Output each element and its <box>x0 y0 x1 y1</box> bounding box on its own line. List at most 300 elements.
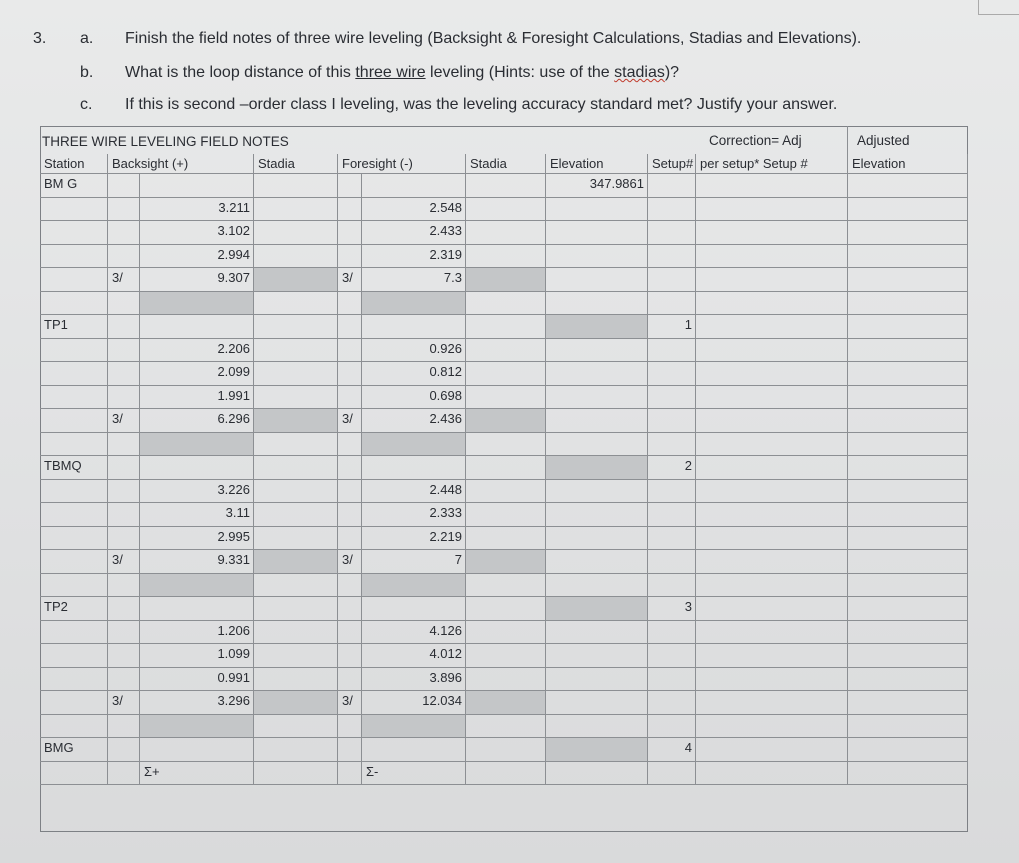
question-c-text: If this is second –order class I leveling, was the leveling accuracy standard met? Justify your answer. <box>125 96 838 113</box>
elevation-cell <box>546 644 648 668</box>
station-name: TBMQ <box>40 456 108 480</box>
empty-cell <box>108 456 140 480</box>
empty-cell <box>546 292 648 316</box>
empty-cell <box>696 715 848 739</box>
empty-cell <box>338 715 362 739</box>
foresight-sum: 2.436 <box>362 409 466 433</box>
empty-cell <box>338 339 362 363</box>
empty-cell <box>108 597 140 621</box>
correction-cell <box>696 339 848 363</box>
stadia-cell <box>254 644 338 668</box>
empty-cell <box>466 738 546 762</box>
empty-cell <box>40 480 108 504</box>
empty-cell <box>40 503 108 527</box>
empty-cell <box>466 456 546 480</box>
empty-cell <box>338 597 362 621</box>
backsight-average-cell <box>140 574 254 598</box>
empty-cell <box>648 409 696 433</box>
foresight-reading: 2.319 <box>362 245 466 269</box>
empty-cell <box>108 503 140 527</box>
empty-cell <box>466 292 546 316</box>
empty-cell <box>140 456 254 480</box>
empty-cell <box>848 597 968 621</box>
adjusted-cell <box>848 386 968 410</box>
foresight-reading: 2.433 <box>362 221 466 245</box>
empty-cell <box>546 691 648 715</box>
empty-cell <box>108 386 140 410</box>
foresight-reading: 4.012 <box>362 644 466 668</box>
setup-cell <box>648 503 696 527</box>
empty-cell <box>848 174 968 198</box>
empty-cell <box>362 456 466 480</box>
stadia-sum-cell <box>466 268 546 292</box>
empty-cell <box>546 715 648 739</box>
empty-cell <box>648 433 696 457</box>
empty-cell <box>338 315 362 339</box>
empty-cell <box>254 292 338 316</box>
empty-cell <box>338 621 362 645</box>
question-a-letter: a. <box>80 30 94 47</box>
empty-cell <box>140 174 254 198</box>
adjusted-cell <box>848 668 968 692</box>
empty-cell <box>254 456 338 480</box>
empty-cell <box>338 644 362 668</box>
stadia-cell <box>254 245 338 269</box>
empty-cell <box>648 292 696 316</box>
setup-cell <box>648 668 696 692</box>
empty-cell <box>338 480 362 504</box>
stadia-cell <box>466 362 546 386</box>
adjusted-cell <box>848 245 968 269</box>
empty-cell <box>338 503 362 527</box>
stadia-sum-cell <box>254 268 338 292</box>
adjusted-header-1: Adjusted <box>857 133 910 148</box>
foresight-reading: 0.926 <box>362 339 466 363</box>
empty-cell <box>40 621 108 645</box>
empty-cell <box>848 268 968 292</box>
foresight-reading: 2.448 <box>362 480 466 504</box>
empty-cell <box>362 738 466 762</box>
empty-cell <box>40 433 108 457</box>
backsight-sum: 3.296 <box>140 691 254 715</box>
stadia-cell <box>254 480 338 504</box>
col-header-foresight: Foresight (-) <box>338 154 466 174</box>
backsight-sum: 9.307 <box>140 268 254 292</box>
empty-cell <box>696 433 848 457</box>
stadia-cell <box>254 621 338 645</box>
elevation-cell <box>546 362 648 386</box>
empty-cell <box>108 480 140 504</box>
stadia-sum-cell <box>466 409 546 433</box>
empty-cell <box>848 550 968 574</box>
foresight-reading: 3.896 <box>362 668 466 692</box>
foresight-average-cell <box>362 574 466 598</box>
correction-cell <box>696 362 848 386</box>
stadia-cell <box>254 221 338 245</box>
empty-cell <box>338 738 362 762</box>
stadia-cell <box>254 386 338 410</box>
correction-cell <box>696 386 848 410</box>
correction-cell <box>696 503 848 527</box>
empty-cell <box>40 691 108 715</box>
empty-cell <box>40 198 108 222</box>
empty-cell <box>546 574 648 598</box>
question-b-letter: b. <box>80 64 94 81</box>
elevation-cell <box>546 527 648 551</box>
empty-cell <box>466 174 546 198</box>
elevation-cell <box>546 198 648 222</box>
empty-cell <box>696 762 848 786</box>
elevation-cell <box>546 221 648 245</box>
stadia-cell <box>254 527 338 551</box>
backsight-reading: 0.991 <box>140 668 254 692</box>
empty-cell <box>338 174 362 198</box>
elevation-cell <box>546 339 648 363</box>
empty-cell <box>696 456 848 480</box>
backsight-average-cell <box>140 433 254 457</box>
backsight-reading: 2.206 <box>140 339 254 363</box>
setup-cell <box>648 527 696 551</box>
backsight-reading: 1.206 <box>140 621 254 645</box>
question-b-mid: leveling (Hints: use of the <box>425 64 615 81</box>
elevation-cell <box>546 621 648 645</box>
setup-cell <box>648 621 696 645</box>
empty-cell <box>848 433 968 457</box>
backsight-reading: 2.099 <box>140 362 254 386</box>
elevation-answer-cell <box>546 597 648 621</box>
empty-cell <box>108 362 140 386</box>
empty-cell <box>108 527 140 551</box>
empty-cell <box>108 738 140 762</box>
empty-cell <box>696 409 848 433</box>
empty-cell <box>466 574 546 598</box>
setup-number: 2 <box>648 456 696 480</box>
foresight-average-label: 3/ <box>338 550 362 574</box>
stadia-cell <box>466 480 546 504</box>
adjusted-cell <box>848 644 968 668</box>
backsight-reading: 1.099 <box>140 644 254 668</box>
foresight-average-cell <box>362 433 466 457</box>
empty-cell <box>254 433 338 457</box>
empty-cell <box>140 738 254 762</box>
elevation-cell <box>546 386 648 410</box>
foresight-sum: 7.3 <box>362 268 466 292</box>
empty-cell <box>466 715 546 739</box>
stadia-cell <box>466 621 546 645</box>
empty-cell <box>546 762 648 786</box>
empty-cell <box>696 174 848 198</box>
empty-cell <box>254 597 338 621</box>
correction-cell <box>696 621 848 645</box>
empty-cell <box>108 339 140 363</box>
col-header-stadia-1: Stadia <box>254 154 338 174</box>
backsight-average-label: 3/ <box>108 691 140 715</box>
foresight-reading: 2.548 <box>362 198 466 222</box>
stadia-cell <box>466 198 546 222</box>
station-name: TP1 <box>40 315 108 339</box>
stadia-cell <box>466 527 546 551</box>
empty-cell <box>696 597 848 621</box>
empty-cell <box>848 456 968 480</box>
empty-cell <box>696 315 848 339</box>
empty-cell <box>648 762 696 786</box>
empty-cell <box>648 268 696 292</box>
backsight-average-label: 3/ <box>108 268 140 292</box>
col-header-setup: Setup# <box>648 154 696 174</box>
empty-cell <box>648 550 696 574</box>
empty-cell <box>848 292 968 316</box>
stadia-sum-cell <box>254 550 338 574</box>
empty-cell <box>254 174 338 198</box>
table-title: THREE WIRE LEVELING FIELD NOTES <box>42 134 289 149</box>
stadia-sum-cell <box>254 691 338 715</box>
empty-cell <box>108 644 140 668</box>
empty-cell <box>648 691 696 715</box>
stadia-sum-cell <box>466 691 546 715</box>
empty-cell <box>648 574 696 598</box>
empty-cell <box>108 574 140 598</box>
stadia-cell <box>466 245 546 269</box>
empty-cell <box>848 315 968 339</box>
empty-cell <box>338 386 362 410</box>
backsight-reading: 1.991 <box>140 386 254 410</box>
empty-cell <box>546 268 648 292</box>
foresight-average-cell <box>362 292 466 316</box>
empty-cell <box>338 198 362 222</box>
stadia-sum-cell <box>254 409 338 433</box>
empty-cell <box>40 362 108 386</box>
col-header-correction: per setup* Setup # <box>696 154 848 174</box>
setup-cell <box>648 245 696 269</box>
setup-cell <box>648 386 696 410</box>
sum-plus-label: Σ+ <box>140 762 254 786</box>
elevation-answer-cell <box>546 456 648 480</box>
foresight-average-label: 3/ <box>338 268 362 292</box>
empty-cell <box>338 433 362 457</box>
question-b-stadias: stadias <box>614 64 665 81</box>
empty-cell <box>108 315 140 339</box>
empty-cell <box>40 668 108 692</box>
empty-cell <box>254 315 338 339</box>
col-header-station: Station <box>40 154 108 174</box>
empty-cell <box>40 574 108 598</box>
empty-cell <box>648 715 696 739</box>
setup-number: 4 <box>648 738 696 762</box>
empty-cell <box>338 762 362 786</box>
correction-cell <box>696 245 848 269</box>
backsight-reading: 2.994 <box>140 245 254 269</box>
stadia-cell <box>254 339 338 363</box>
empty-cell <box>140 315 254 339</box>
empty-cell <box>254 738 338 762</box>
empty-cell <box>40 762 108 786</box>
question-a-text: Finish the field notes of three wire leveling (Backsight & Foresight Calculations, Stadias and Elevations). <box>125 30 862 47</box>
empty-cell <box>696 292 848 316</box>
question-b-underline: three wire <box>355 64 426 81</box>
stadia-cell <box>466 339 546 363</box>
foresight-average-label: 3/ <box>338 409 362 433</box>
empty-cell <box>254 715 338 739</box>
empty-cell <box>338 221 362 245</box>
empty-cell <box>108 715 140 739</box>
correction-cell <box>696 644 848 668</box>
backsight-average-label: 3/ <box>108 550 140 574</box>
empty-cell <box>40 715 108 739</box>
empty-cell <box>848 738 968 762</box>
empty-cell <box>108 668 140 692</box>
station-name: BMG <box>40 738 108 762</box>
col-header-elevation: Elevation <box>546 154 648 174</box>
empty-cell <box>848 409 968 433</box>
question-b-post: )? <box>664 64 680 81</box>
adjusted-cell <box>848 503 968 527</box>
empty-cell <box>40 268 108 292</box>
empty-cell <box>108 292 140 316</box>
stadia-cell <box>254 503 338 527</box>
foresight-sum: 12.034 <box>362 691 466 715</box>
col-header-stadia-2: Stadia <box>466 154 546 174</box>
foresight-reading: 0.698 <box>362 386 466 410</box>
correction-cell <box>696 198 848 222</box>
empty-cell <box>338 362 362 386</box>
empty-cell <box>254 762 338 786</box>
stadia-cell <box>466 668 546 692</box>
setup-cell <box>648 362 696 386</box>
correction-title-cell <box>648 126 848 154</box>
question-b-pre: What is the loop distance of this <box>125 64 356 81</box>
empty-cell <box>108 433 140 457</box>
empty-cell <box>466 597 546 621</box>
empty-cell <box>362 597 466 621</box>
empty-cell <box>466 762 546 786</box>
col-header-backsight: Backsight (+) <box>108 154 254 174</box>
empty-cell <box>466 315 546 339</box>
empty-cell <box>40 245 108 269</box>
empty-cell <box>848 691 968 715</box>
backsight-reading: 2.995 <box>140 527 254 551</box>
correction-cell <box>696 221 848 245</box>
empty-cell <box>40 527 108 551</box>
empty-cell <box>338 292 362 316</box>
empty-cell <box>40 550 108 574</box>
foresight-reading: 2.333 <box>362 503 466 527</box>
setup-cell <box>648 221 696 245</box>
empty-cell <box>108 198 140 222</box>
setup-number: 1 <box>648 315 696 339</box>
empty-cell <box>848 715 968 739</box>
empty-cell <box>338 245 362 269</box>
stadia-cell <box>466 644 546 668</box>
empty-cell <box>362 174 466 198</box>
foresight-reading: 4.126 <box>362 621 466 645</box>
foresight-average-label: 3/ <box>338 691 362 715</box>
stadia-cell <box>466 503 546 527</box>
page-corner <box>978 0 1019 15</box>
elevation-cell <box>546 245 648 269</box>
empty-cell <box>362 315 466 339</box>
adjusted-cell <box>848 198 968 222</box>
stadia-cell <box>466 386 546 410</box>
backsight-average-cell <box>140 715 254 739</box>
adjusted-cell <box>848 621 968 645</box>
setup-cell <box>648 198 696 222</box>
elevation-answer-cell <box>546 315 648 339</box>
empty-cell <box>338 527 362 551</box>
adjusted-cell <box>848 339 968 363</box>
empty-cell <box>546 550 648 574</box>
foresight-reading: 2.219 <box>362 527 466 551</box>
backsight-average-cell <box>140 292 254 316</box>
setup-cell <box>648 339 696 363</box>
empty-cell <box>254 574 338 598</box>
backsight-sum: 6.296 <box>140 409 254 433</box>
col-header-adjusted: Elevation <box>848 154 968 174</box>
sum-minus-label: Σ- <box>362 762 466 786</box>
empty-cell <box>696 268 848 292</box>
correction-cell <box>696 527 848 551</box>
empty-cell <box>40 409 108 433</box>
adjusted-cell <box>848 527 968 551</box>
elevation-cell <box>546 480 648 504</box>
empty-cell <box>338 668 362 692</box>
setup-cell <box>648 644 696 668</box>
foresight-sum: 7 <box>362 550 466 574</box>
station-bmg-start: BM G <box>40 174 108 198</box>
stadia-sum-cell <box>466 550 546 574</box>
elevation-cell <box>546 503 648 527</box>
stadia-cell <box>254 362 338 386</box>
backsight-reading: 3.11 <box>140 503 254 527</box>
empty-cell <box>40 644 108 668</box>
empty-cell <box>338 456 362 480</box>
stadia-cell <box>254 668 338 692</box>
empty-cell <box>40 339 108 363</box>
empty-cell <box>696 550 848 574</box>
backsight-reading: 3.211 <box>140 198 254 222</box>
empty-cell <box>466 433 546 457</box>
empty-cell <box>696 691 848 715</box>
adjusted-cell <box>848 362 968 386</box>
correction-cell <box>696 668 848 692</box>
backsight-reading: 3.102 <box>140 221 254 245</box>
question-number: 3. <box>33 30 47 47</box>
empty-cell <box>108 621 140 645</box>
backsight-reading: 3.226 <box>140 480 254 504</box>
empty-cell <box>696 738 848 762</box>
empty-cell <box>40 221 108 245</box>
empty-cell <box>108 174 140 198</box>
setup-number: 3 <box>648 597 696 621</box>
empty-cell <box>696 574 848 598</box>
empty-cell <box>140 597 254 621</box>
backsight-sum: 9.331 <box>140 550 254 574</box>
empty-cell <box>848 574 968 598</box>
empty-cell <box>108 762 140 786</box>
correction-cell <box>696 480 848 504</box>
foresight-average-cell <box>362 715 466 739</box>
setup-cell <box>648 480 696 504</box>
start-elevation: 347.9861 <box>546 174 648 198</box>
empty-cell <box>40 292 108 316</box>
stadia-cell <box>466 221 546 245</box>
station-name: TP2 <box>40 597 108 621</box>
elevation-answer-cell <box>546 738 648 762</box>
backsight-average-label: 3/ <box>108 409 140 433</box>
adjusted-cell <box>848 480 968 504</box>
adjusted-cell <box>848 221 968 245</box>
empty-cell <box>108 221 140 245</box>
empty-cell <box>546 409 648 433</box>
